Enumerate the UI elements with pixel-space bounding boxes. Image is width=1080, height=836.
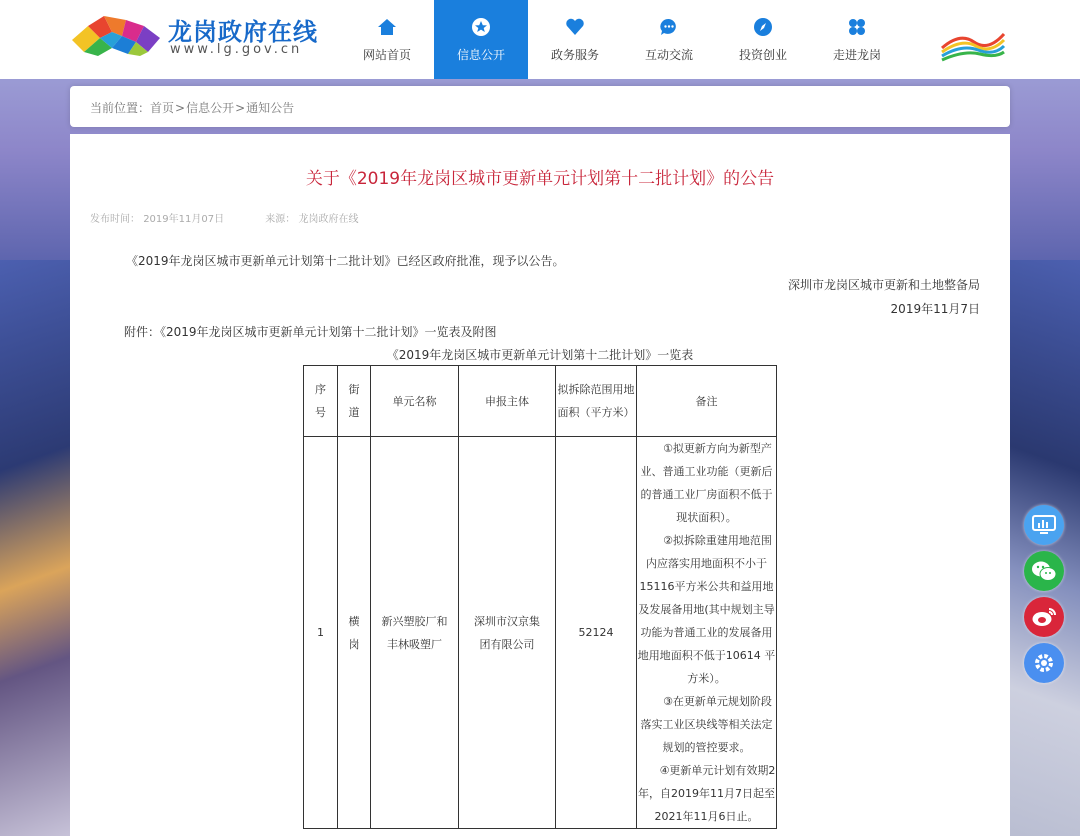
star-icon: [470, 16, 492, 38]
cell-area: 52124: [556, 437, 637, 829]
nav-item-interaction[interactable]: [622, 0, 716, 79]
cell-seq: 1: [304, 437, 338, 829]
main-nav: [340, 0, 904, 79]
site-header: [0, 0, 1080, 79]
cell-unit: 新兴塑胶厂和丰林吸塑厂: [371, 437, 459, 829]
breadcrumb-separator: >: [175, 101, 186, 115]
note-item: ②拟拆除重建用地范围内应落实用地面积不小于15116平方米公共和益用地及发展备用地(其中规划主导功能为普通工业的发展备用地用地面积不低于10614 平方米）。: [637, 534, 776, 685]
publish-date: 2019年11月07日: [143, 214, 225, 225]
nav-label: 走进龙岗: [832, 48, 881, 62]
header-street: 街道: [338, 366, 371, 437]
signature-org: 深圳市龙岗区城市更新和土地整备局: [787, 278, 980, 292]
heart-icon: [564, 16, 586, 38]
nav-item-investment[interactable]: [716, 0, 810, 79]
nav-label: 投资创业: [738, 48, 787, 62]
plan-table: [303, 365, 777, 829]
header-note: 备注: [637, 366, 777, 437]
article-title: 关于《2019年龙岗区城市更新单元计划第十二批计划》的公告: [305, 169, 775, 189]
cell-note: [637, 437, 777, 829]
nav-label: 政务服务: [550, 48, 599, 62]
source-value: 龙岗政府在线: [298, 214, 359, 225]
chat-icon: [658, 16, 680, 38]
note-item: ④更新单元计划有效期2年，自2019年11月7日起至2021年11月6日止。: [638, 764, 776, 823]
background-right-scene: [1005, 260, 1080, 836]
nav-label: 互动交流: [644, 48, 693, 62]
table-header-row: [304, 366, 777, 437]
header-applicant: 申报主体: [459, 366, 556, 437]
weibo-icon: [1031, 606, 1057, 628]
signature-date: 2019年11月7日: [890, 302, 980, 316]
breadcrumb: [70, 86, 1010, 127]
article-paragraph: 《2019年龙岗区城市更新单元计划第十二批计划》已经区政府批准，现予以公告。: [126, 254, 565, 268]
article-content: [70, 134, 1010, 836]
data-screen-icon: [1032, 515, 1056, 535]
header-unit: 单元名称: [371, 366, 459, 437]
cell-street: 横岗: [338, 437, 371, 829]
nav-label: 网站首页: [362, 48, 411, 62]
wechat-icon: [1031, 560, 1057, 582]
data-screen-button[interactable]: [1024, 505, 1064, 545]
header-seq: 序号: [304, 366, 338, 437]
article-meta: [90, 210, 358, 225]
publish-label: 发布时间：: [90, 214, 140, 225]
note-item: ③在更新单元规划阶段落实工业区块线等相关法定规划的管控要求。: [640, 695, 773, 754]
table-row: [304, 437, 777, 829]
site-url: www.lg.gov.cn: [170, 42, 303, 57]
source-label: 来源：: [265, 214, 296, 225]
attachment-line[interactable]: 附件：《2019年龙岗区城市更新单元计划第十二批计划》一览表及附图: [124, 325, 497, 339]
header-area: 拟拆除范围用地面积（平方米）: [556, 366, 637, 437]
breadcrumb-prefix: 当前位置：: [90, 101, 151, 115]
shenzhen-china-logo-icon[interactable]: [940, 28, 1006, 64]
settings-button[interactable]: [1024, 643, 1064, 683]
table-caption: 《2019年龙岗区城市更新单元计划第十二批计划》一览表: [386, 348, 694, 362]
nav-label: 信息公开: [456, 48, 505, 62]
breadcrumb-link-info-public[interactable]: 信息公开: [186, 101, 235, 115]
nav-item-gov-service[interactable]: [528, 0, 622, 79]
wechat-button[interactable]: [1024, 551, 1064, 591]
nav-item-about-longgang[interactable]: [810, 0, 904, 79]
home-icon: [376, 16, 398, 38]
note-item: ①拟更新方向为新型产业、普通工业功能（更新后的普通工业厂房面积不低于现状面积）。: [640, 442, 773, 524]
breadcrumb-link-notices[interactable]: 通知公告: [246, 101, 295, 115]
cell-applicant: 深圳市汉京集团有限公司: [459, 437, 556, 829]
nav-item-info-public[interactable]: [434, 0, 528, 79]
nav-item-home[interactable]: [340, 0, 434, 79]
settings-icon: [1032, 651, 1056, 675]
background-left-scene: [0, 260, 75, 836]
site-title[interactable]: 龙岗政府在线: [168, 18, 318, 46]
compass-icon: [752, 16, 774, 38]
clover-icon: [846, 16, 868, 38]
breadcrumb-link-home[interactable]: 首页: [150, 101, 175, 115]
breadcrumb-separator: >: [235, 101, 246, 115]
weibo-button[interactable]: [1024, 597, 1064, 637]
longgang-logo-icon[interactable]: [70, 12, 162, 58]
